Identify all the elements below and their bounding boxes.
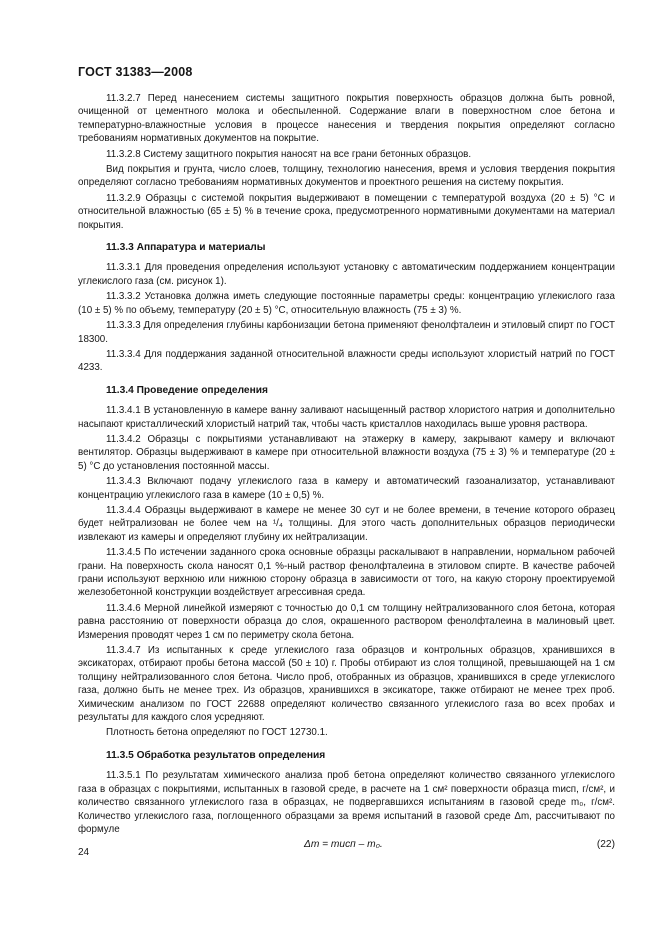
paragraph: 11.3.5.1 По результатам химического анализа проб бетона определяют количество связанного углекислого газа в образцах с покрытиями, испытанных в газовой среде, в расчете на 1 см² поверхности образца mисп, г/см², и количество связанного углекислого газа в образцах, не подвергавшихся испытаниям в газовой среде m₀, г/см². Количество углекислого газа, поглощенного образцами за время испытаний в газовой среде Δm, рассчитывают по формуле [78, 770, 615, 835]
paragraph: 11.3.4.1 В установленную в камере ванну заливают насыщенный раствор хлористого натрия и дополнительно насыпают кристаллический хлористый натрий так, чтобы часть кристаллов находилась выше уровня раствора. [78, 405, 615, 430]
paragraph: 11.3.4.2 Образцы с покрытиями устанавливают на этажерку в камеру, закрывают камеру и включают вентилятор. Образцы выдерживают в камере при относительной влажности воздуха (75 ± 3) % и температуре (20 ± 5) °С до установления постоянной массы. [78, 433, 615, 472]
page-number: 24 [78, 847, 90, 858]
document-body [78, 92, 615, 854]
page-header: ГОСТ 31383—2008 [78, 65, 193, 79]
paragraph: 11.3.3.2 Установка должна иметь следующие постоянные параметры среды: концентрацию углекислого газа (10 ± 5) % по объему, температуру (20 ± 5) °С, относительную влажность (75 ± 3) %. [78, 291, 615, 316]
paragraph: 11.3.4.5 По истечении заданного срока основные образцы раскалывают в направлении, нормальном рабочей грани. На поверхность скола наносят 0,1 %-ный раствор фенолфталеина в этиловом спирте. В качестве рабочей грани используют верхнюю или нижнюю сторону образца в зависимости от того, на какую сторону проектируемой железобетонной конструкции воздействует агрессивная среда. [78, 547, 615, 599]
paragraph: 11.3.4.6 Мерной линейкой измеряют с точностью до 0,1 см толщину нейтрализованного слоя бетона, которая равна расстоянию от поверхности образца до слоя, окрашенного раствором фенолфталеина в малиновый цвет. Измерения проводят через 1 см по периметру скола бетона. [78, 602, 615, 641]
paragraph: 11.3.4.3 Включают подачу углекислого газа в камеру и автоматический газоанализатор, устанавливают концентрацию углекислого газа в камере (10 ± 0,5) %. [78, 476, 615, 501]
section-heading: 11.3.3 Аппаратура и материалы [106, 242, 266, 254]
paragraph: 11.3.4.7 Из испытанных к среде углекислого газа образцов и контрольных образцов, хранившихся в эксикаторах, отбирают пробы бетона массой (50 ± 10) г. Пробы отбирают из слоя толщиной, превышающей на 1 см толщину нейтрализованного слоя бетона. Число проб, отобранных из образцов, хранившихся в среде углекислого газа, должно быть не менее трех. Из образцов, хранившихся в эксикаторе, также отбирают не менее трех проб. Химическим анализом по ГОСТ 22688 определяют количество связанного углекислого газа во всех пробах и результаты для каждого слоя усредняют. [78, 645, 615, 724]
formula-number: (22) [596, 839, 615, 851]
formula-expression: Δm = mисп – m₀. [304, 839, 383, 851]
paragraph: 11.3.2.7 Перед нанесением системы защитного покрытия поверхность образцов должна быть ровной, очищенной от цементного молока и обеспыленной. Содержание влаги в поверхностном слое бетона и температурно-влажностные условия в процессе нанесения и твердения покрытия определяют согласно требованиям нормативных документов на покрытие. [78, 93, 615, 145]
paragraph: 11.3.3.4 Для поддержания заданной относительной влажности среды используют хлористый натрий по ГОСТ 4233. [78, 348, 615, 374]
paragraph: 11.3.4.4 Образцы выдерживают в камере не менее 30 сут и не более времени, в течение которого образец будет нейтрализован не более чем на ¹/₄ толщины. Для этого часть дополнительных образцов периодически извлекают из камеры и определяют глубину их нейтрализации. [78, 504, 615, 543]
formula-22 [78, 838, 615, 854]
paragraph: Плотность бетона определяют по ГОСТ 12730.1. [106, 727, 328, 739]
paragraph: 11.3.2.8 Систему защитного покрытия наносят на все грани бетонных образцов. [106, 148, 472, 160]
paragraph: 11.3.3.3 Для определения глубины карбонизации бетона применяют фенолфталеин и этиловый спирт по ГОСТ 18300. [78, 320, 615, 345]
paragraph: 11.3.2.9 Образцы с системой покрытия выдерживают в помещении с температурой воздуха (20 ± 5) °С и относительной влажностью (65 ± 5) % в течение срока, предусмотренного нормативными документами на материал покрытия. [78, 192, 615, 231]
section-heading: 11.3.5 Обработка результатов определения [106, 749, 326, 761]
paragraph: 11.3.3.1 Для проведения определения используют установку с автоматическим поддержанием концентрации углекислого газа (см. рисунок 1). [78, 262, 615, 287]
paragraph: Вид покрытия и грунта, число слоев, толщину, технологию нанесения, время и условия твердения покрытия определяют согласно требованиям нормативных документов и проектного решения на систему покрытия. [78, 164, 615, 189]
section-heading: 11.3.4 Проведение определения [106, 384, 268, 396]
